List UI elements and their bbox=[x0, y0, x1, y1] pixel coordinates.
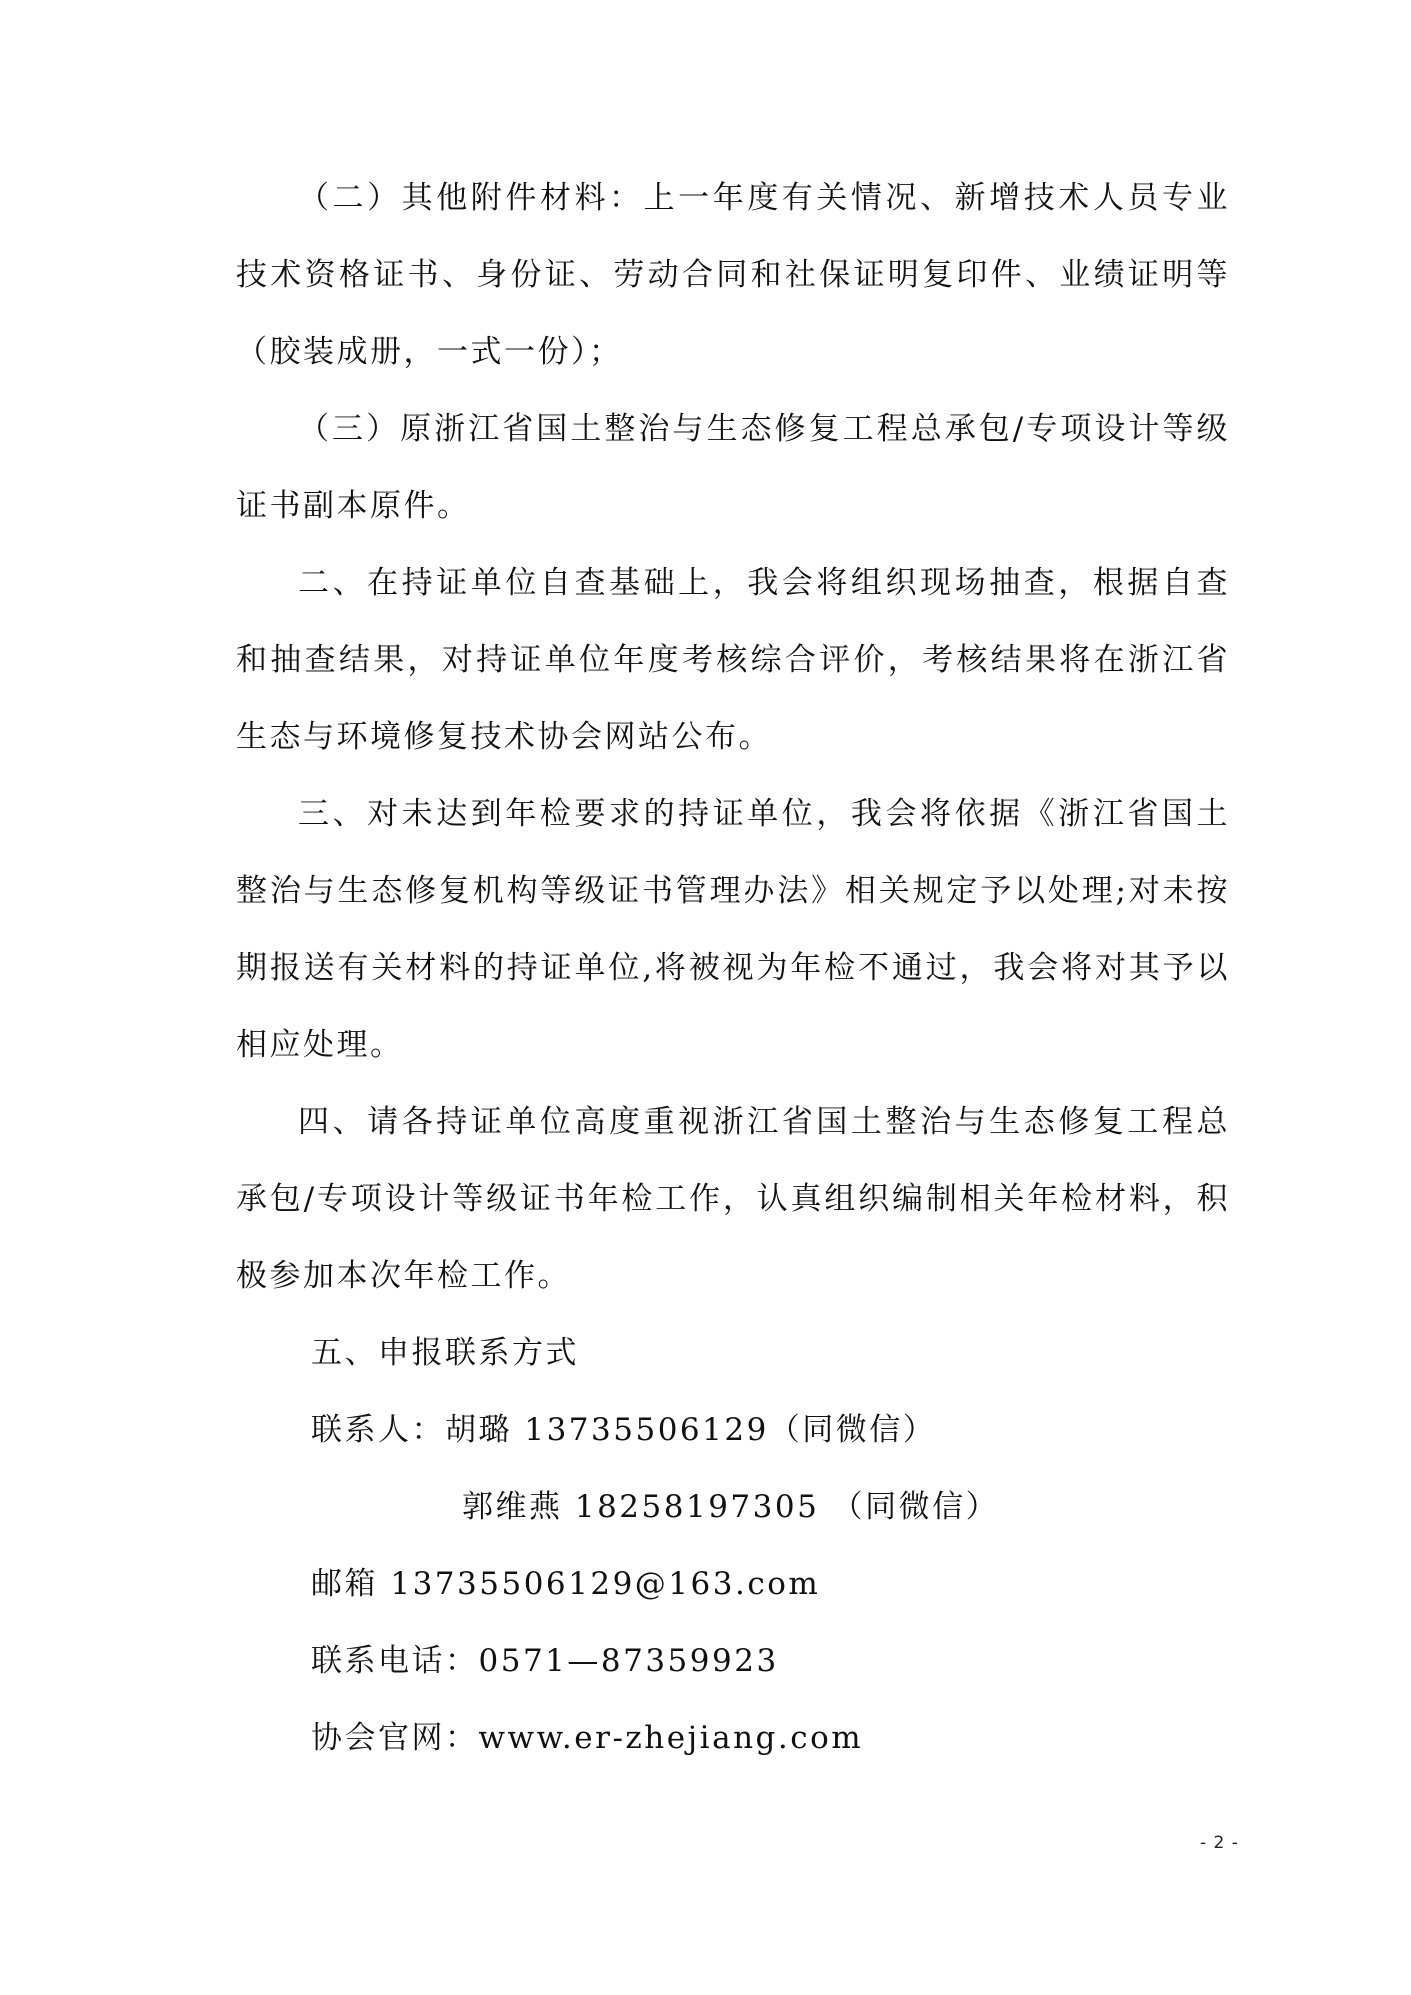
paragraph-spot-check: 二、在持证单位自查基础上，我会将组织现场抽查，根据自查和抽查结果，对持证单位年度考核综合评价，考核结果将在浙江省生态与环境修复技术协会网站公布。 bbox=[236, 565, 1230, 755]
contact-phone: 联系电话：0571—87359923 bbox=[311, 1643, 779, 1679]
contact-website: 协会官网：www.er-zhejiang.com bbox=[311, 1720, 864, 1756]
contact-heading: 五、申报联系方式 bbox=[311, 1335, 579, 1371]
paragraph-original-certificate: （三）原浙江省国土整治与生态修复工程总承包/专项设计等级证书副本原件。 bbox=[236, 411, 1230, 524]
paragraph-attention: 四、请各持证单位高度重视浙江省国土整治与生态修复工程总承包/专项设计等级证书年检工作，认真组织编制相关年检材料，积极参加本次年检工作。 bbox=[236, 1104, 1230, 1294]
document-body bbox=[236, 160, 1230, 1777]
page-number: - 2 - bbox=[1200, 1833, 1239, 1853]
contact-email: 邮箱 13735506129@163.com bbox=[311, 1566, 821, 1602]
contact-person-2: 郭维燕 18258197305 （同微信） bbox=[462, 1489, 1000, 1525]
paragraph-noncompliance: 三、对未达到年检要求的持证单位，我会将依据《浙江省国土整治与生态修复机构等级证书管理办法》相关规定予以处理;对未按期报送有关材料的持证单位,将被视为年检不通过，我会将对其予以相应处理。 bbox=[236, 796, 1230, 1063]
paragraph-other-attachments: （二）其他附件材料：上一年度有关情况、新增技术人员专业技术资格证书、身份证、劳动合同和社保证明复印件、业绩证明等（胶装成册，一式一份）； bbox=[236, 180, 1230, 370]
contact-person-1: 联系人：胡璐 13735506129（同微信） bbox=[311, 1412, 937, 1448]
